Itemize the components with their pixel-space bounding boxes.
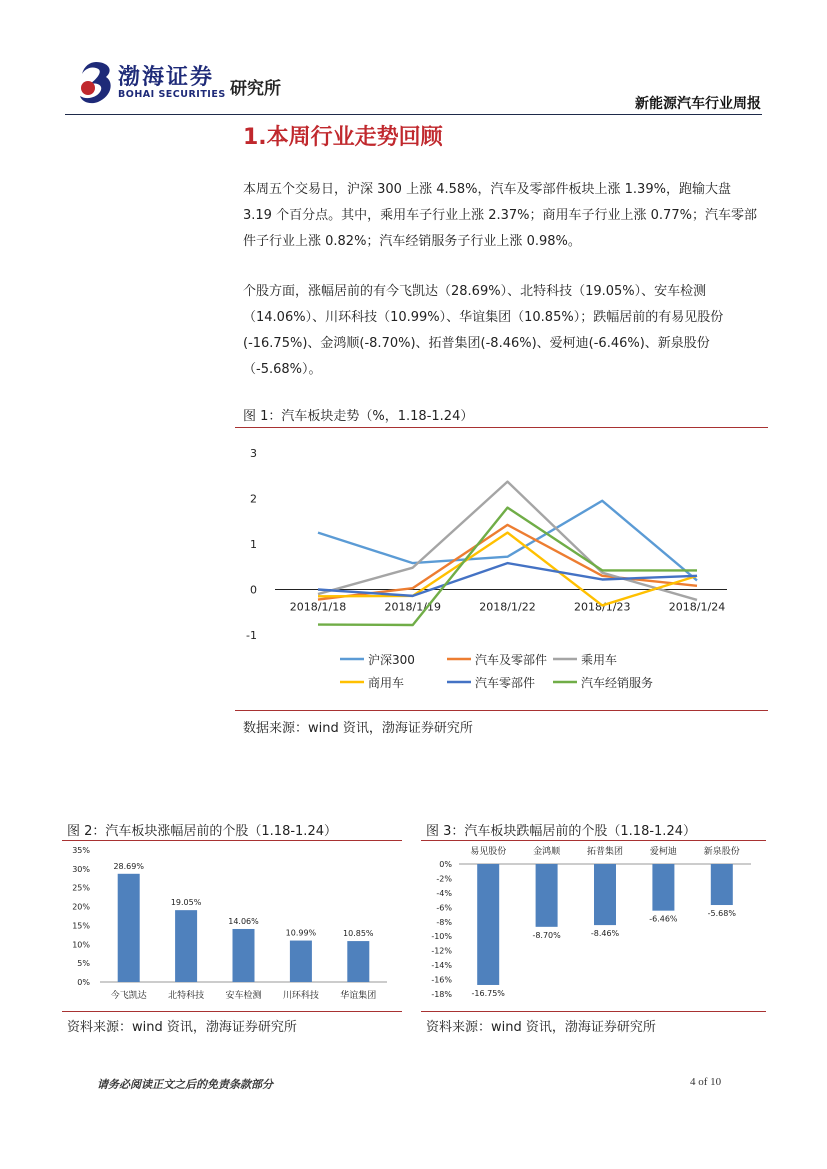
logo-chinese-name: 渤海证券	[118, 65, 215, 90]
page-number: 4 of 10	[690, 1076, 722, 1088]
bar	[536, 864, 558, 927]
x-tick-label: 新泉股份	[703, 847, 740, 857]
bar	[118, 874, 140, 982]
report-title: 新能源汽车行业周报	[635, 96, 761, 112]
y-tick-label: -1	[246, 629, 257, 642]
bar-value-label: -6.46%	[649, 914, 678, 924]
y-tick-label: 0%	[77, 978, 90, 987]
x-tick-label: 川环科技	[282, 991, 319, 1001]
y-tick-label: -6%	[436, 903, 452, 913]
bar-value-label: -5.68%	[707, 909, 736, 919]
x-tick-label: 2018/1/22	[479, 600, 536, 614]
figure-3-title: 图 3：汽车板块跌幅居前的个股（1.18-1.24）	[426, 824, 696, 839]
series-line-0	[318, 501, 697, 581]
x-tick-label: 2018/1/19	[384, 600, 441, 614]
footer-disclaimer: 请务必阅读正文之后的免责条款部分	[97, 1078, 273, 1091]
y-tick-label: -18%	[431, 990, 452, 999]
x-tick-label: 安车检测	[225, 991, 262, 1001]
y-tick-label: 2	[250, 492, 257, 506]
y-tick-label: 0	[250, 583, 257, 597]
bar	[233, 929, 255, 982]
legend-label-2: 乘用车	[581, 653, 618, 667]
y-tick-label: 15%	[72, 921, 90, 931]
y-tick-label: 25%	[72, 883, 90, 893]
x-tick-label: 北特科技	[168, 991, 205, 1001]
bar-value-label: 10.99%	[285, 928, 317, 938]
figure-2-source: 资料来源：wind 资讯，渤海证券研究所	[67, 1020, 297, 1035]
y-tick-label: 3	[250, 447, 257, 460]
bar	[711, 864, 733, 905]
legend-label-5: 汽车经销服务	[581, 676, 654, 690]
y-tick-label: 30%	[72, 864, 90, 874]
y-tick-label: 0%	[439, 860, 452, 869]
bar	[347, 941, 369, 982]
figure-1-title: 图 1：汽车板块走势（%，1.18-1.24）	[243, 409, 474, 424]
y-tick-label: -2%	[436, 874, 452, 884]
bar-value-label: 14.06%	[228, 916, 259, 926]
logo-mark-icon	[76, 60, 116, 106]
bar-value-label: -16.75%	[471, 988, 505, 998]
x-tick-label: 爱柯迪	[649, 847, 677, 857]
x-tick-label: 易见股份	[470, 847, 507, 857]
legend-label-3: 商用车	[368, 676, 405, 690]
y-tick-label: -4%	[436, 888, 452, 898]
x-tick-label: 2018/1/18	[289, 600, 347, 614]
figure-3-top-rule	[421, 840, 766, 841]
legend-label-0: 沪深300	[368, 653, 415, 667]
header-divider	[65, 114, 762, 115]
logo-english-name: BOHAI SECURITIES	[118, 89, 226, 100]
x-tick-label: 华谊集团	[340, 991, 377, 1001]
y-tick-label: 20%	[72, 902, 90, 912]
line-chart-sector-trend	[235, 432, 768, 708]
paragraph-index-performance: 本周五个交易日，沪深 300 上涨 4.58%，汽车及零部件板块上涨 1.39%，跑输大盘 3.19 个百分点。其中，乘用车子行业上涨 2.37%；商用车子行业上涨 0.77%；汽车零部件子行业上涨 0.82%；汽车经销服务子行业上涨 0.98%。	[243, 182, 757, 249]
series-line-2	[318, 482, 697, 600]
figure-2-top-rule	[62, 840, 402, 841]
legend-label-1: 汽车及零部件	[475, 653, 548, 667]
figure-3-source: 资料来源：wind 资讯，渤海证券研究所	[426, 1020, 656, 1035]
y-tick-label: -10%	[431, 932, 452, 942]
section-title: 1.本周行业走势回顾	[243, 125, 443, 150]
figure-3-bottom-rule	[421, 1011, 766, 1012]
bar-chart-top-losers	[421, 842, 766, 1010]
department-name: 研究所	[230, 79, 281, 99]
bar	[477, 864, 499, 985]
y-tick-label: 1	[250, 538, 257, 551]
bar	[594, 864, 616, 925]
paragraph-stock-movers: 个股方面，涨幅居前的有今飞凯达（28.69%）、北特科技（19.05%）、安车检测（14.06%）、川环科技（10.99%）、华谊集团（10.85%）；跌幅居前的有易见股份(-16.75%)、金鸿顺(-8.70%)、拓普集团(-8.46%)、爱柯迪(-6.46%)、新泉股份（-5.68%）。	[243, 284, 724, 377]
x-tick-label: 今飞凯达	[110, 991, 147, 1001]
y-tick-label: -16%	[431, 975, 452, 985]
y-tick-label: 5%	[77, 959, 90, 969]
bar-value-label: 10.85%	[343, 929, 374, 939]
x-tick-label: 2018/1/23	[574, 600, 631, 614]
y-tick-label: 35%	[72, 846, 90, 855]
y-tick-label: -8%	[436, 917, 452, 927]
legend-label-4: 汽车零部件	[475, 676, 536, 690]
figure-1-top-rule	[235, 427, 768, 428]
bar-value-label: 28.69%	[113, 861, 144, 871]
y-tick-label: 10%	[72, 940, 90, 950]
figure-1-bottom-rule	[235, 710, 768, 711]
bar-chart-top-gainers	[62, 842, 402, 1010]
bar	[290, 941, 312, 982]
y-tick-label: -12%	[431, 946, 452, 956]
figure-2-bottom-rule	[62, 1011, 402, 1012]
figure-2-title: 图 2：汽车板块涨幅居前的个股（1.18-1.24）	[67, 824, 337, 839]
x-tick-label: 拓普集团	[586, 847, 624, 857]
bar	[175, 910, 197, 982]
y-tick-label: -14%	[431, 961, 452, 971]
bar-value-label: 19.05%	[170, 898, 202, 908]
bar-value-label: -8.46%	[590, 929, 620, 939]
bar	[652, 864, 674, 911]
figure-1-source: 数据来源：wind 资讯，渤海证券研究所	[243, 721, 473, 736]
x-tick-label: 2018/1/24	[668, 600, 726, 614]
bar-value-label: -8.70%	[532, 930, 561, 940]
x-tick-label: 金鸿顺	[533, 847, 561, 857]
